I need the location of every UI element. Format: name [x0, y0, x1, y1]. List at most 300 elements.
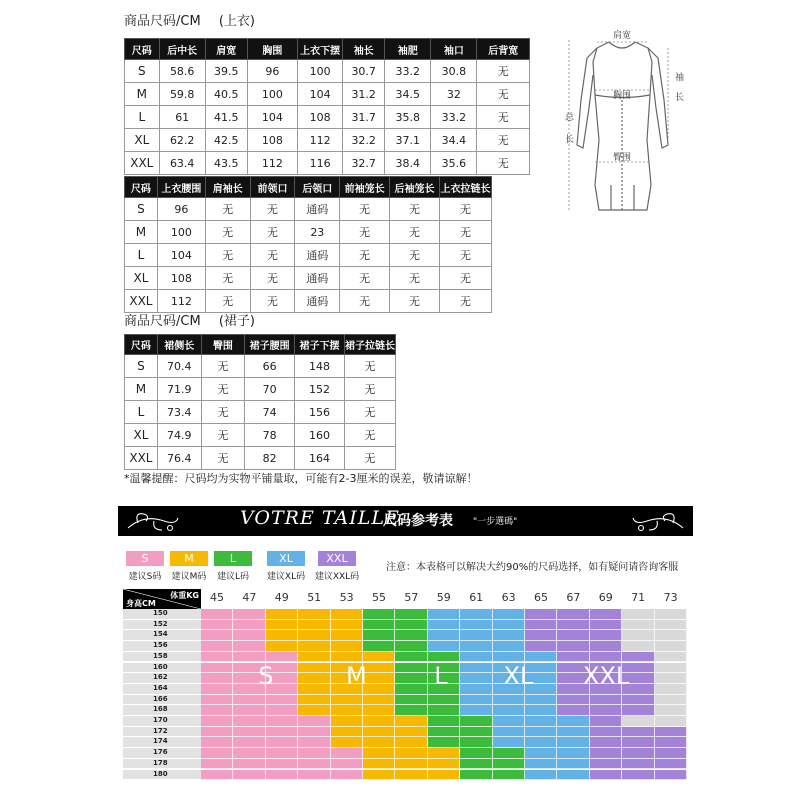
- table-cell: 108: [247, 129, 297, 152]
- grid-cell: [622, 716, 654, 727]
- grid-cell: [201, 663, 233, 674]
- legend-swatch: M: [170, 551, 208, 566]
- grid-cell: [622, 620, 654, 631]
- legend-label: 建议XL码: [266, 572, 306, 582]
- table-cell: 无: [340, 244, 390, 267]
- grid-cell: [460, 770, 492, 781]
- grid-cell: [428, 770, 460, 781]
- grid-cell: [655, 684, 687, 695]
- grid-cell: [590, 737, 622, 748]
- table-cell: 39.5: [205, 60, 247, 83]
- table-cell: 31.7: [343, 106, 385, 129]
- skirt-size-title-text: 商品尺码/CM: [124, 314, 201, 329]
- height-row-label: 170: [123, 716, 201, 726]
- table-cell: 无: [344, 378, 395, 401]
- grid-cell: [201, 737, 233, 748]
- skirt-size-title: [124, 310, 255, 329]
- size-cell: XXL: [125, 152, 160, 175]
- grid-cell: [590, 652, 622, 663]
- table-cell: 31.2: [343, 83, 385, 106]
- table-row: [125, 424, 396, 447]
- grid-size-label-l: L: [434, 662, 448, 691]
- grid-cell: [655, 705, 687, 716]
- table-cell: 35.8: [385, 106, 431, 129]
- weight-col-label: 53: [339, 591, 354, 604]
- grid-cell: [590, 759, 622, 770]
- table-cell: 无: [340, 267, 390, 290]
- grid-cell: [655, 641, 687, 652]
- table-cell: 无: [477, 60, 530, 83]
- grid-corner-header: [123, 589, 201, 609]
- grid-cell: [493, 705, 525, 716]
- table-cell: 无: [340, 198, 390, 221]
- grid-cell: [622, 770, 654, 781]
- table-cell: 100: [157, 221, 205, 244]
- grid-cell: [331, 759, 363, 770]
- grid-cell: [363, 652, 395, 663]
- grid-cell: [428, 737, 460, 748]
- weight-col-label: 45: [210, 591, 224, 604]
- grid-cell: [493, 727, 525, 738]
- grid-cell: [298, 727, 330, 738]
- table-cell: 33.2: [385, 60, 431, 83]
- table-cell: 无: [201, 355, 245, 378]
- table-cell: 82: [245, 447, 295, 470]
- grid-cell: [298, 663, 330, 674]
- table-cell: 通码: [295, 244, 340, 267]
- grid-cell: [590, 705, 622, 716]
- grid-cell: [331, 727, 363, 738]
- top-size-table: [124, 38, 530, 175]
- table-cell: 无: [477, 129, 530, 152]
- table-cell: 无: [439, 221, 491, 244]
- height-row-label: 176: [123, 748, 201, 758]
- table-cell: 32.7: [343, 152, 385, 175]
- grid-cell: [363, 727, 395, 738]
- table-header-cell: 裙子拉链长: [344, 335, 395, 355]
- grid-cell: [233, 695, 265, 706]
- banner-cn-title: 尺码参考表: [383, 513, 453, 529]
- table-cell: 通码: [295, 198, 340, 221]
- table-cell: 无: [477, 106, 530, 129]
- legend-swatch: XL: [267, 551, 305, 566]
- table-cell: 70.4: [157, 355, 201, 378]
- grid-cell: [525, 727, 557, 738]
- table-cell: 61: [159, 106, 205, 129]
- grid-cell: [460, 716, 492, 727]
- height-row-label: 162: [123, 673, 201, 683]
- legend-label: 建议L码: [216, 572, 249, 582]
- grid-cell: [655, 759, 687, 770]
- size-cell: XL: [125, 129, 160, 152]
- grid-cell: [525, 652, 557, 663]
- grid-cell: [460, 663, 492, 674]
- table-cell: 无: [439, 198, 491, 221]
- grid-cell: [622, 748, 654, 759]
- height-row-label: 156: [123, 641, 201, 651]
- grid-cell: [266, 770, 298, 781]
- table-cell: 34.5: [385, 83, 431, 106]
- table-cell: 104: [247, 106, 297, 129]
- grid-size-label-xxl: XXL: [583, 662, 630, 691]
- grid-cell: [233, 641, 265, 652]
- grid-cell: [201, 705, 233, 716]
- size-cell: XXL: [125, 290, 158, 313]
- grid-cell: [201, 609, 233, 620]
- legend-swatch: L: [214, 551, 252, 566]
- grid-cell: [622, 737, 654, 748]
- table-cell: 无: [250, 267, 295, 290]
- grid-cell: [460, 673, 492, 684]
- grid-cell: [363, 620, 395, 631]
- grid-cell: [655, 663, 687, 674]
- table-header-cell: 后中长: [159, 39, 205, 60]
- grid-cell: [622, 695, 654, 706]
- table-cell: 104: [157, 244, 205, 267]
- table-cell: 无: [340, 290, 390, 313]
- grid-cell: [525, 716, 557, 727]
- grid-cell: [622, 759, 654, 770]
- grid-cell: [655, 609, 687, 620]
- grid-cell: [590, 630, 622, 641]
- grid-cell: [298, 705, 330, 716]
- grid-cell: [525, 770, 557, 781]
- grid-cell: [557, 695, 589, 706]
- grid-cell: [233, 652, 265, 663]
- grid-cell: [201, 673, 233, 684]
- size-cell: M: [125, 378, 158, 401]
- table-cell: 无: [390, 244, 440, 267]
- grid-cell: [298, 609, 330, 620]
- grid-cell: [590, 770, 622, 781]
- grid-cell: [590, 748, 622, 759]
- table-cell: 无: [390, 267, 440, 290]
- height-row-label: 166: [123, 695, 201, 705]
- table-cell: 无: [201, 401, 245, 424]
- legend-item-xl: [257, 551, 315, 582]
- table-cell: 35.6: [431, 152, 477, 175]
- table-cell: 104: [298, 83, 343, 106]
- grid-cell: [460, 727, 492, 738]
- grid-cell: [557, 705, 589, 716]
- grid-cell: [622, 641, 654, 652]
- table-cell: 23: [295, 221, 340, 244]
- table-cell: 通码: [295, 267, 340, 290]
- grid-cell: [395, 630, 427, 641]
- grid-cell: [266, 620, 298, 631]
- table-cell: 无: [344, 401, 395, 424]
- grid-cell: [266, 695, 298, 706]
- table-cell: 通码: [295, 290, 340, 313]
- diagram-length-label-1: 总: [565, 113, 575, 123]
- grid-cell: [493, 748, 525, 759]
- table-cell: 96: [247, 60, 297, 83]
- grid-cell: [622, 727, 654, 738]
- table-cell: 156: [295, 401, 345, 424]
- banner-subtitle: "一步選碼": [473, 517, 518, 527]
- corner-height-label: 身高CM: [126, 599, 156, 608]
- table-cell: 73.4: [157, 401, 201, 424]
- grid-cell: [331, 716, 363, 727]
- size-cell: S: [125, 198, 158, 221]
- table-cell: 无: [390, 290, 440, 313]
- diagram-length-label-2: 长: [565, 135, 575, 145]
- grid-cell: [233, 630, 265, 641]
- table-header-row: [125, 39, 530, 60]
- table-row: [125, 60, 530, 83]
- table-row: [125, 401, 396, 424]
- table-cell: 37.1: [385, 129, 431, 152]
- grid-cell: [395, 695, 427, 706]
- table-cell: 148: [295, 355, 345, 378]
- grid-cell: [395, 609, 427, 620]
- weight-col-label: 69: [598, 591, 613, 604]
- grid-cell: [493, 759, 525, 770]
- table-cell: 62.2: [159, 129, 205, 152]
- height-row-label: 152: [123, 620, 201, 630]
- grid-cell: [622, 705, 654, 716]
- grid-cell: [590, 609, 622, 620]
- grid-cell: [298, 620, 330, 631]
- grid-cell: [233, 620, 265, 631]
- grid-cell: [331, 748, 363, 759]
- grid-cell: [622, 609, 654, 620]
- corner-weight-label: 体重KG: [170, 591, 199, 600]
- grid-cell: [557, 737, 589, 748]
- table-cell: 无: [201, 447, 245, 470]
- grid-cell: [363, 748, 395, 759]
- grid-cell: [266, 748, 298, 759]
- table-cell: 无: [439, 267, 491, 290]
- grid-cell: [233, 759, 265, 770]
- grid-cell: [201, 716, 233, 727]
- size-cell: XXL: [125, 447, 158, 470]
- grid-cell: [395, 748, 427, 759]
- legend-item-l: [204, 551, 262, 582]
- weight-col-label: 57: [404, 591, 419, 604]
- grid-cell: [395, 684, 427, 695]
- grid-cell: [395, 620, 427, 631]
- table-cell: 112: [298, 129, 343, 152]
- grid-cell: [298, 652, 330, 663]
- skirt-size-table: [124, 334, 396, 470]
- grid-cell: [428, 620, 460, 631]
- grid-cell: [590, 620, 622, 631]
- grid-cell: [395, 770, 427, 781]
- table-cell: 无: [344, 424, 395, 447]
- grid-cell: [655, 673, 687, 684]
- weight-col-label: 61: [469, 591, 484, 604]
- grid-cell: [298, 737, 330, 748]
- grid-cell: [331, 652, 363, 663]
- table-cell: 无: [439, 244, 491, 267]
- grid-cell: [493, 716, 525, 727]
- grid-cell: [201, 695, 233, 706]
- grid-cell: [525, 630, 557, 641]
- legend-label: 建议M码: [171, 572, 207, 582]
- table-cell: 108: [298, 106, 343, 129]
- grid-cell: [233, 770, 265, 781]
- top-size-title-tag: (上衣): [218, 14, 255, 29]
- size-cell: XL: [125, 424, 158, 447]
- grid-cell: [525, 609, 557, 620]
- grid-cell: [395, 641, 427, 652]
- table-cell: 100: [298, 60, 343, 83]
- grid-cell: [655, 695, 687, 706]
- weight-col-label: 49: [274, 591, 289, 604]
- diagram-sleeve-label-1: 袖: [675, 73, 685, 83]
- grid-cell: [590, 641, 622, 652]
- right-flourish-icon: [629, 508, 687, 534]
- table-cell: 96: [157, 198, 205, 221]
- grid-cell: [331, 737, 363, 748]
- table-row: [125, 106, 530, 129]
- table-header-cell: 后背宽: [477, 39, 530, 60]
- table-cell: 160: [295, 424, 345, 447]
- grid-cell: [233, 727, 265, 738]
- size-cell: L: [125, 244, 158, 267]
- grid-cell: [395, 759, 427, 770]
- grid-cell: [590, 727, 622, 738]
- size-grid-cells: [201, 609, 687, 780]
- grid-cell: [557, 609, 589, 620]
- grid-cell: [363, 630, 395, 641]
- table-header-cell: 上衣拉链长: [439, 177, 491, 198]
- grid-cell: [460, 695, 492, 706]
- grid-cell: [201, 630, 233, 641]
- grid-cell: [298, 695, 330, 706]
- size-cell: L: [125, 106, 160, 129]
- grid-cell: [428, 759, 460, 770]
- table-cell: 无: [205, 198, 250, 221]
- grid-cell: [395, 663, 427, 674]
- table-row: [125, 378, 396, 401]
- grid-cell: [298, 641, 330, 652]
- grid-size-label-xl: XL: [503, 662, 534, 691]
- table-header-cell: 袖长: [343, 39, 385, 60]
- weight-col-label: 47: [242, 591, 257, 604]
- grid-cell: [266, 759, 298, 770]
- banner-main-title: VOTRE TAILLE: [240, 507, 400, 529]
- table-header-cell: 袖肥: [385, 39, 431, 60]
- grid-cell: [655, 716, 687, 727]
- table-header-cell: 上衣下摆: [298, 39, 343, 60]
- grid-cell: [428, 705, 460, 716]
- legend-swatch: S: [126, 551, 164, 566]
- table-header-cell: 前领口: [250, 177, 295, 198]
- size-cell: M: [125, 221, 158, 244]
- grid-cell: [266, 737, 298, 748]
- weight-col-label: 71: [631, 591, 646, 604]
- grid-cell: [363, 705, 395, 716]
- table-row: [125, 244, 492, 267]
- table-header-cell: 尺码: [125, 335, 158, 355]
- table-cell: 40.5: [205, 83, 247, 106]
- grid-cell: [428, 695, 460, 706]
- table-cell: 30.8: [431, 60, 477, 83]
- table-cell: 43.5: [205, 152, 247, 175]
- grid-cell: [201, 770, 233, 781]
- table-header-cell: 后领口: [295, 177, 340, 198]
- table-row: [125, 355, 396, 378]
- height-row-label: 168: [123, 705, 201, 715]
- grid-cell: [557, 620, 589, 631]
- grid-cell: [266, 727, 298, 738]
- grid-cell: [233, 609, 265, 620]
- grid-cell: [363, 716, 395, 727]
- size-cell: S: [125, 60, 160, 83]
- grid-cell: [298, 716, 330, 727]
- table-cell: 112: [157, 290, 205, 313]
- grid-cell: [363, 609, 395, 620]
- grid-cell: [460, 705, 492, 716]
- grid-cell: [201, 652, 233, 663]
- grid-cell: [266, 705, 298, 716]
- table-cell: 76.4: [157, 447, 201, 470]
- grid-cell: [493, 652, 525, 663]
- table-cell: 无: [201, 378, 245, 401]
- grid-cell: [590, 695, 622, 706]
- size-cell: S: [125, 355, 158, 378]
- grid-cell: [298, 673, 330, 684]
- table-row: [125, 152, 530, 175]
- table-cell: 30.7: [343, 60, 385, 83]
- dress-measurement-diagram: [555, 20, 690, 220]
- table-cell: 无: [477, 152, 530, 175]
- top-size-title: [124, 10, 255, 29]
- table-cell: 无: [205, 244, 250, 267]
- table-header-cell: 肩宽: [205, 39, 247, 60]
- grid-cell: [201, 759, 233, 770]
- height-row-label: 172: [123, 727, 201, 737]
- grid-cell: [363, 737, 395, 748]
- weight-col-label: 55: [372, 591, 386, 604]
- table-cell: 38.4: [385, 152, 431, 175]
- table-cell: 164: [295, 447, 345, 470]
- grid-cell: [655, 737, 687, 748]
- grid-cell: [331, 695, 363, 706]
- grid-cell: [233, 716, 265, 727]
- left-flourish-icon: [124, 508, 182, 534]
- grid-cell: [525, 737, 557, 748]
- table-cell: 无: [250, 290, 295, 313]
- grid-cell: [557, 652, 589, 663]
- table-cell: 66: [245, 355, 295, 378]
- table-cell: 无: [250, 198, 295, 221]
- grid-cell: [493, 620, 525, 631]
- grid-cell: [557, 630, 589, 641]
- height-row-label: 164: [123, 684, 201, 694]
- grid-cell: [395, 705, 427, 716]
- diagram-hip-label: 臀围: [612, 153, 632, 163]
- grid-cell: [557, 716, 589, 727]
- weight-col-label: 51: [307, 591, 322, 604]
- table-header-cell: 裙子下摆: [295, 335, 345, 355]
- grid-cell: [655, 620, 687, 631]
- grid-cell: [460, 652, 492, 663]
- table-header-row: [125, 177, 492, 198]
- grid-cell: [298, 759, 330, 770]
- grid-cell: [493, 737, 525, 748]
- table-header-cell: 裙子腰围: [245, 335, 295, 355]
- table-cell: 42.5: [205, 129, 247, 152]
- grid-cell: [525, 641, 557, 652]
- table-cell: 74.9: [157, 424, 201, 447]
- legend-label: 建议S码: [128, 572, 162, 582]
- table-row: [125, 447, 396, 470]
- table-cell: 无: [250, 221, 295, 244]
- legend-item-xxl: [308, 551, 366, 582]
